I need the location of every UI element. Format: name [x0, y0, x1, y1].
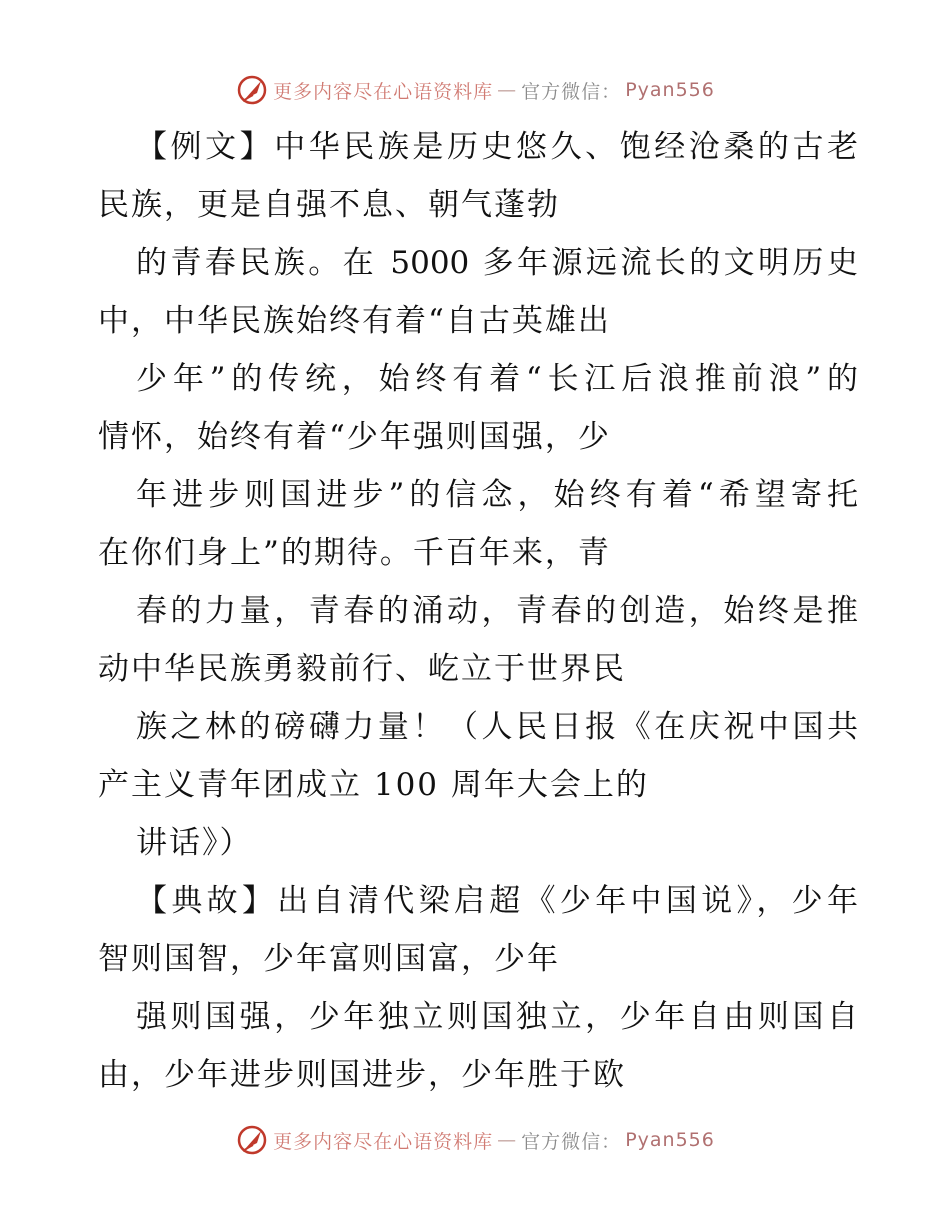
text-line: 的青春民族。在 5000 多年源远流长的文明历史	[136, 245, 858, 281]
text-line: 在你们身上”的期待。千百年来，青	[98, 535, 611, 571]
text-line: 由，少年进步则国进步，少年胜于欧	[98, 1057, 626, 1093]
text-line: 中，中华民族始终有着“自古英雄出	[98, 303, 611, 339]
text-line: 少年”的传统，始终有着“长江后浪推前浪”的	[136, 361, 858, 397]
watermark-official-label: 官方微信：	[521, 1130, 622, 1153]
watermark-wechat-id: Pyan556	[625, 1129, 715, 1151]
watermark-wechat-id: Pyan556	[625, 79, 715, 101]
quill-pen-circle-icon	[235, 1123, 269, 1157]
text-line: 春的力量，青春的涌动，青春的创造，始终是推	[136, 593, 858, 629]
text-line: 族之林的磅礴力量！（人民日报《在庆祝中国共	[136, 709, 858, 745]
document-body	[98, 118, 858, 1104]
watermark-brand: 更多内容尽在心语资料库	[273, 1130, 494, 1153]
text-line: 年进步则国进步”的信念，始终有着“希望寄托	[136, 477, 858, 513]
text-line: 强则国强，少年独立则国独立，少年自由则国自	[136, 999, 858, 1035]
text-line: 智则国智，少年富则国富，少年	[98, 941, 560, 977]
watermark-dash: —	[497, 79, 518, 101]
watermark-dash: —	[497, 1129, 518, 1151]
text-line: 【典故】出自清代梁启超《少年中国说》，少年	[136, 883, 858, 919]
text-line: 【例文】中华民族是历史悠久、饱经沧桑的古老	[136, 129, 858, 165]
watermark-official-label: 官方微信：	[521, 80, 622, 103]
watermark-brand: 更多内容尽在心语资料库	[273, 80, 494, 103]
quill-pen-circle-icon	[235, 73, 269, 107]
text-line: 产主义青年团成立 100 周年大会上的	[98, 767, 649, 803]
text-line: 动中华民族勇毅前行、屹立于世界民	[98, 651, 626, 687]
text-line: 情怀，始终有着“少年强则国强，少	[98, 419, 611, 455]
text-line: 讲话》）	[136, 825, 253, 861]
text-line: 民族，更是自强不息、朝气蓬勃	[98, 187, 560, 223]
header-watermark	[0, 70, 950, 110]
footer-watermark	[0, 1120, 950, 1160]
